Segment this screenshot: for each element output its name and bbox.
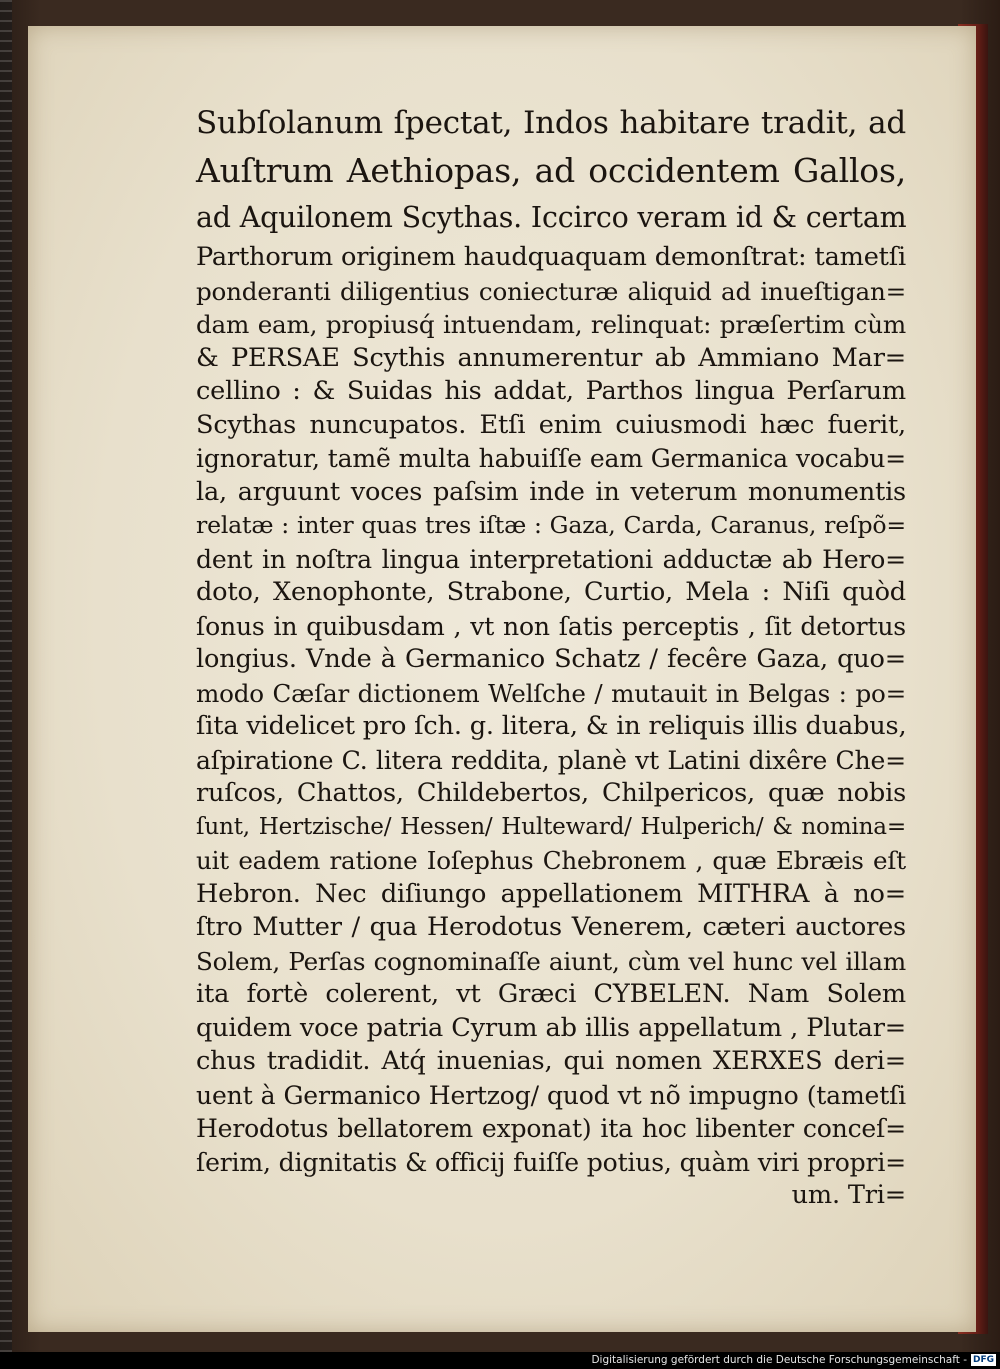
body-text-block [196, 100, 906, 1213]
text-line: cellino : & Suidas his addat, Parthos lingua Perſarum [196, 376, 906, 406]
text-line: Solem, Perſas cognominaſſe aiunt, cùm vel hunc vel illam [196, 946, 906, 976]
text-line: & PERSAE Scythis annumerentur ab Ammiano Mar= [196, 342, 906, 373]
text-line: ad Aquilonem Scythas. Iccirco veram id & certam [196, 201, 907, 234]
text-line: aſpiratione C. litera reddita, planè vt Latini dixêre Che= [196, 745, 906, 775]
text-line: ſtro Mutter / qua Herodotus Venerem, cæteri auctores [196, 912, 906, 942]
text-line: uit eadem ratione Ioſephus Chebronem , quæ Ebræis eſt [196, 846, 906, 875]
text-line: dam eam, propiusq́ intuendam, relinquat: præſertim cùm [196, 310, 906, 339]
text-line: dent in noſtra lingua interpretationi adductæ ab Hero= [196, 544, 906, 574]
text-line: ruſcos, Chattos, Childebertos, Chilpericos, quæ nobis [196, 778, 906, 808]
text-line: ponderanti diligentius coniecturæ aliquid ad inueſtigan= [196, 276, 906, 306]
text-line: la, arguunt voces paſsim inde in veterum monumentis [196, 476, 906, 507]
scan-ruler-strip [0, 0, 12, 1352]
text-line: ſita videlicet pro ſch. g. litera, & in reliquis illis duabus, [196, 711, 907, 741]
text-line: Hebron. Nec diſiungo appellationem MITHRA à no= [196, 878, 906, 909]
text-line: doto, Xenophonte, Strabone, Curtio, Mela : Niſi quòd [196, 577, 906, 607]
text-line: chus tradidit. Atq́ inuenias, qui nomen XERXES deri= [196, 1046, 906, 1076]
text-line: relatæ : inter quas tres iſtæ : Gaza, Carda, Caranus, reſpõ= [196, 511, 906, 539]
text-line: longius. Vnde à Germanico Schatz / fecêre Gaza, quo= [196, 644, 906, 674]
text-line: quidem voce patria Cyrum ab illis appellatum , Plutar= [196, 1012, 906, 1043]
text-line: ignoratur, tamẽ multa habuiſſe eam Germanica vocabu= [196, 444, 906, 473]
digitization-footer [591, 1352, 996, 1368]
text-line: Auſtrum Aethiopas, ad occidentem Gallos, [196, 151, 906, 190]
dfg-logo-icon: DFG [972, 1355, 994, 1365]
text-line: Scythas nuncupatos. Etſi enim cuiusmodi hæc fuerit, [196, 409, 906, 440]
text-line: Subſolanum ſpectat, Indos habitare tradit, ad [196, 105, 906, 141]
text-line: Parthorum originem haudquaquam demonſtrat: tametſi [196, 242, 906, 272]
footer-credit: Digitalisierung gefördert durch die Deutsche Forschungsgemeinschaft - [591, 1354, 967, 1366]
text-line: uent à Germanico Hertzog/ quod vt nõ impugno (tametſi [196, 1080, 906, 1110]
text-line: modo Cæſar dictionem Welſche / mutauit in Belgas : po= [196, 678, 906, 708]
text-line: ita fortè colerent, vt Græci CYBELEN. Nam Solem [196, 979, 906, 1009]
text-line: ſerim, dignitatis & officij fuiſſe potius, quàm viri propri= [196, 1147, 906, 1177]
text-line: ſonus in quibusdam , vt non ſatis perceptis , ſit detortus [196, 611, 906, 641]
text-line: ſunt, Hertzische/ Hessen/ Hulteward/ Hulperich/ & nomina= [196, 813, 906, 840]
text-line: Herodotus bellatorem exponat) ita hoc libenter conceſ= [196, 1114, 906, 1143]
catchword: um. Tri= [791, 1180, 906, 1210]
